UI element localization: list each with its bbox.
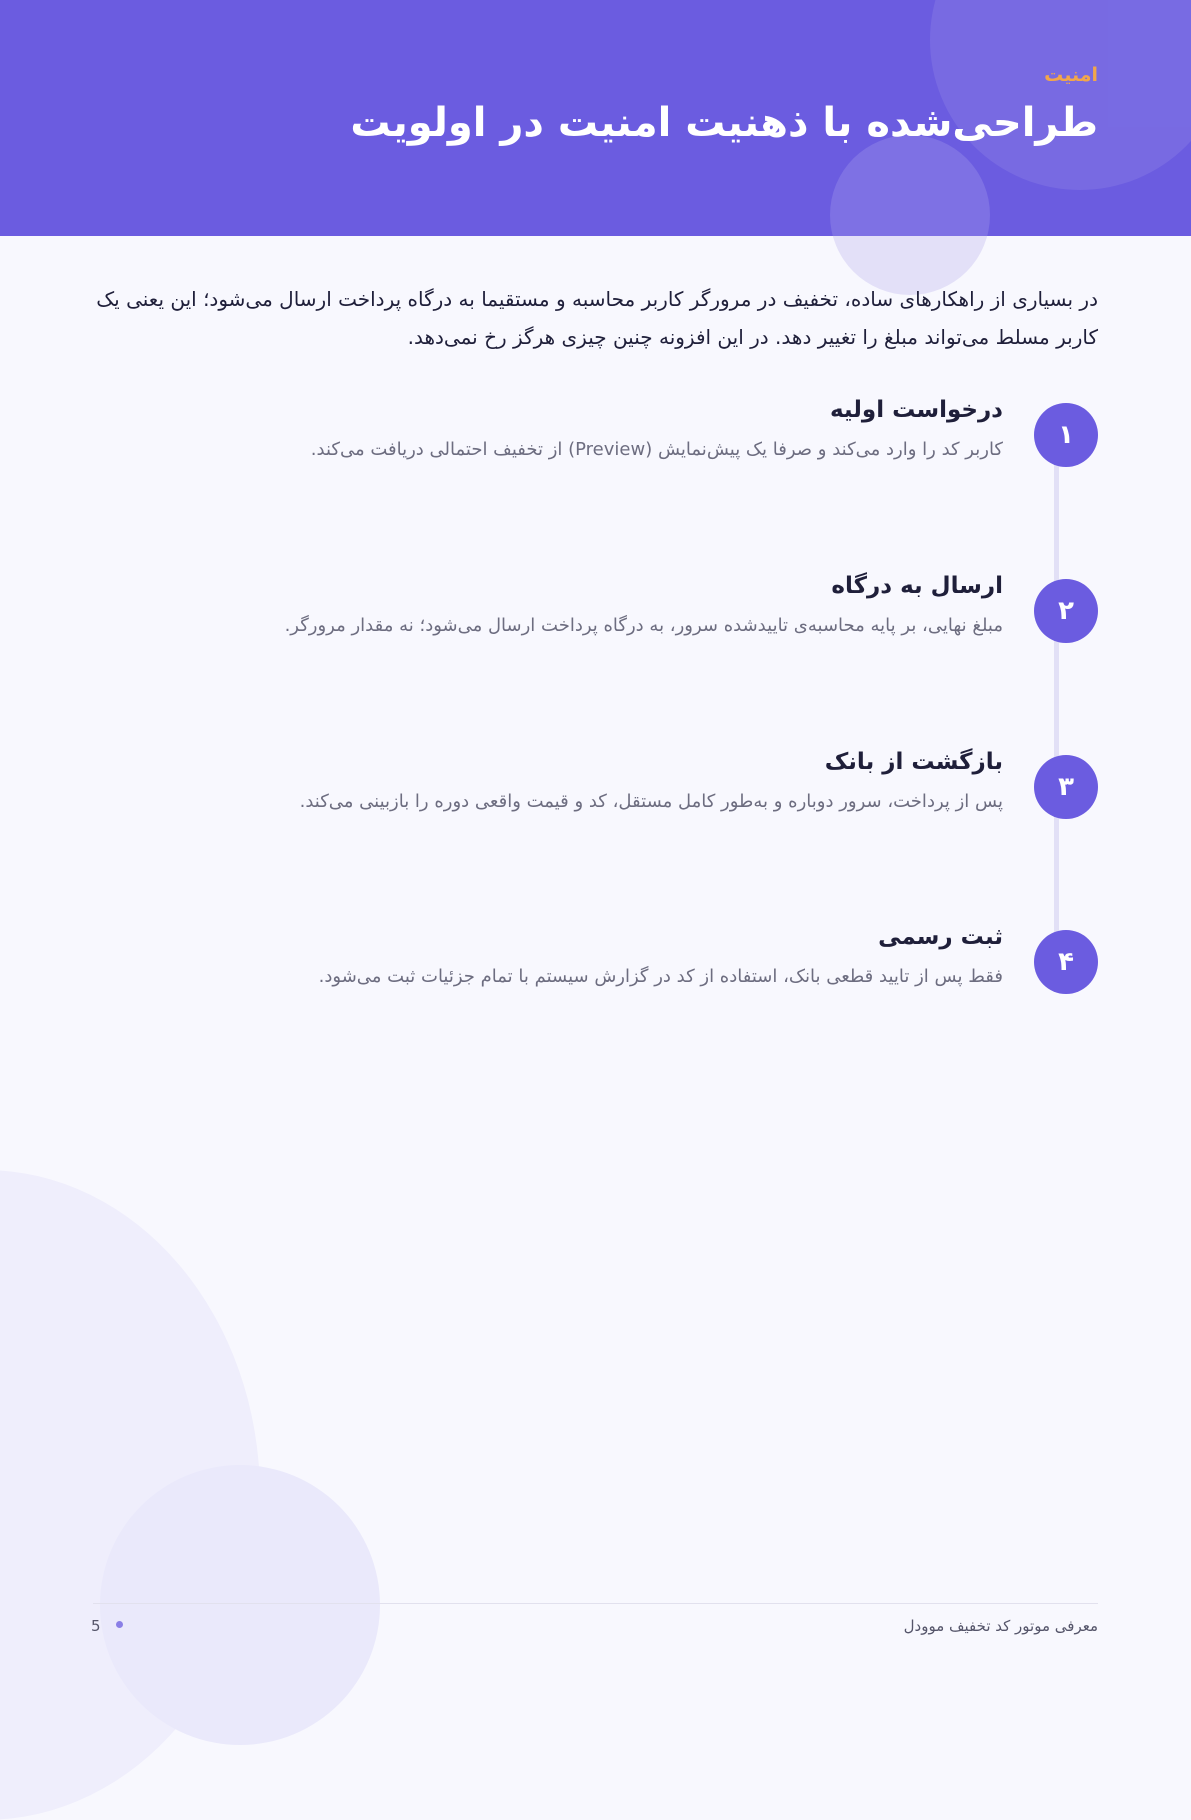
step-number-badge: ۴	[1034, 930, 1098, 994]
footer-divider	[93, 1603, 1098, 1604]
step-description: مبلغ نهایی، بر پایه محاسبه‌ی تاییدشده سرور، به درگاه پرداخت ارسال می‌شود؛ نه مقدار مرورگر.	[284, 615, 1003, 636]
step-title: درخواست اولیه	[829, 397, 1003, 423]
timeline-step	[98, 397, 1098, 483]
step-description: کاربر کد را وارد می‌کند و صرفا یک پیش‌نمایش (Preview) از تخفیف احتمالی دریافت می‌کند.	[310, 439, 1003, 460]
step-description: فقط پس از تایید قطعی بانک، استفاده از کد در گزارش سیستم با تمام جزئیات ثبت می‌شود.	[318, 966, 1003, 987]
step-description: پس از پرداخت، سرور دوباره و به‌طور کامل مستقل، کد و قیمت واقعی دوره را بازبینی می‌کند.	[299, 791, 1003, 812]
page-title: طراحی‌شده با ذهنیت امنیت در اولویت	[350, 100, 1098, 146]
timeline-step	[98, 573, 1098, 659]
step-title: بازگشت از بانک	[824, 749, 1003, 775]
background-decor-circle-small	[100, 1465, 380, 1745]
step-number-badge: ۲	[1034, 579, 1098, 643]
timeline-connector	[1054, 440, 1059, 960]
header-decor-circle-small	[830, 135, 990, 236]
timeline-step	[98, 924, 1098, 1010]
footer-dot-icon	[116, 1621, 123, 1628]
step-title: ارسال به درگاه	[831, 573, 1003, 599]
step-number-badge: ۳	[1034, 755, 1098, 819]
step-number-badge: ۱	[1034, 403, 1098, 467]
footer-document-title: معرفی موتور کد تخفیف موودل	[903, 1617, 1098, 1635]
intro-paragraph: در بسیاری از راهکارهای ساده، تخفیف در مرورگر کاربر محاسبه و مستقیما به درگاه پرداخت ارسال می‌شود؛ این یعنی یک کاربر مسلط می‌تواند مبلغ را تغییر دهد. در این افزونه چنین چیزی هرگز رخ نمی‌دهد.	[96, 287, 1098, 349]
timeline-step	[98, 749, 1098, 835]
page-number: 5	[91, 1617, 101, 1635]
section-eyebrow: امنیت	[1044, 64, 1098, 86]
page-header	[0, 0, 1191, 236]
step-title: ثبت رسمی	[878, 924, 1003, 950]
